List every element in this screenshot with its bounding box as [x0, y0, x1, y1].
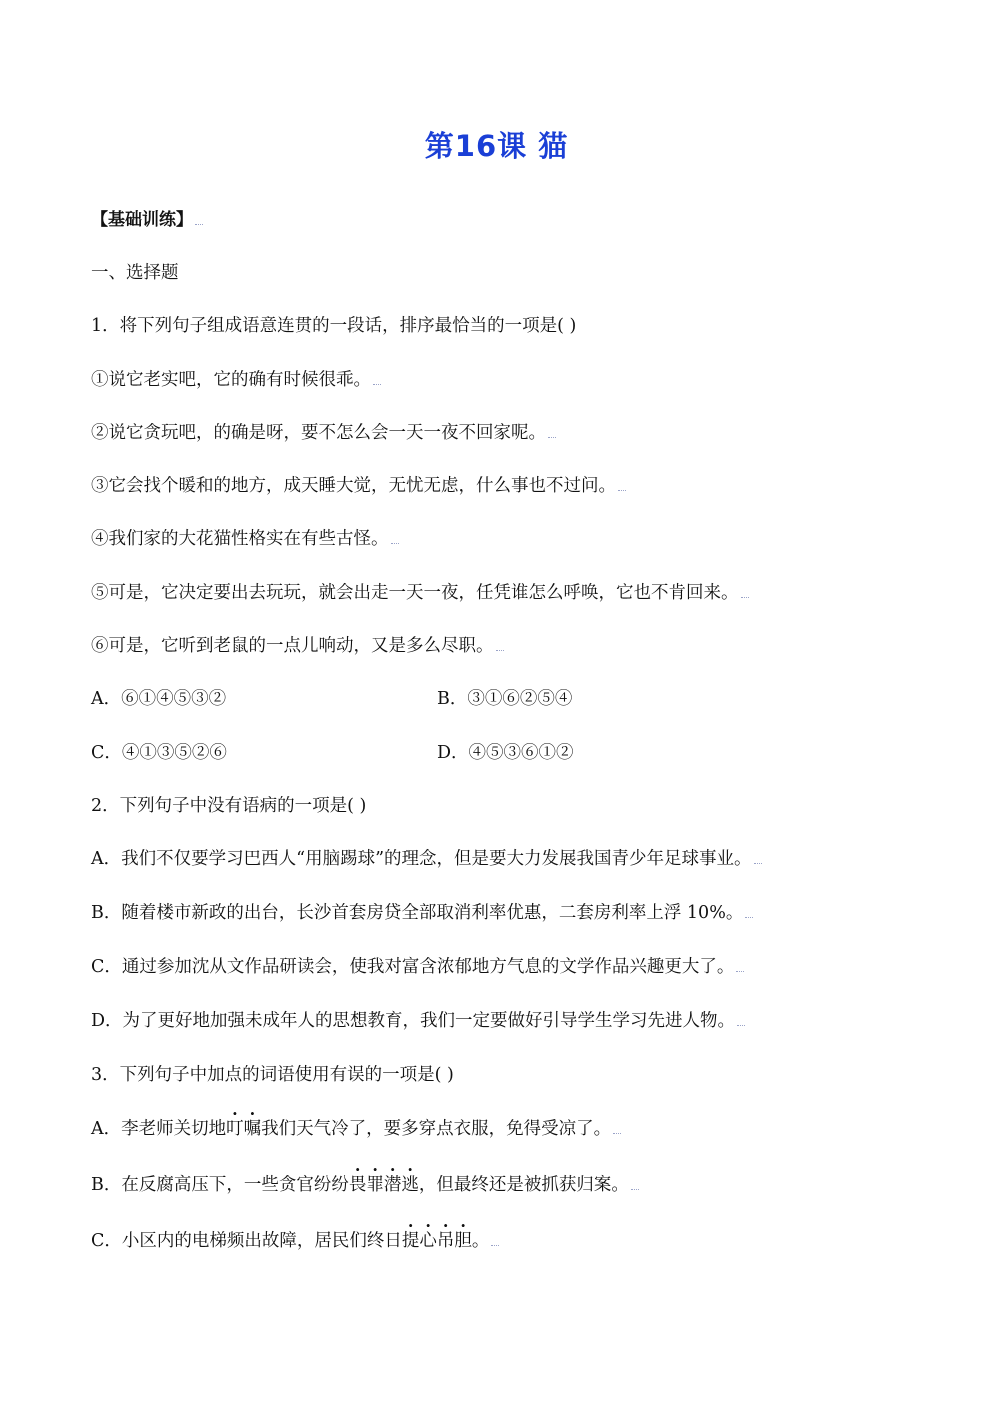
paragraph-mark — [736, 961, 744, 972]
question-1-option-b: B．③①⑥②⑤④ — [437, 689, 573, 709]
paragraph-mark — [613, 1123, 621, 1134]
question-1-stem: 1．将下列句子组成语意连贯的一段话，排序最恰当的一项是( ) — [91, 316, 577, 336]
paragraph-mark — [373, 374, 381, 385]
question-1-sentence-1 — [91, 369, 381, 391]
question-3-stem: 3．下列句子中加点的词语使用有误的一项是( ) — [91, 1065, 454, 1085]
question-1-option-d: D．④⑤③⑥①② — [437, 743, 574, 763]
paragraph-mark — [754, 853, 762, 864]
paragraph-mark — [548, 427, 556, 438]
option-text-suffix: 。 — [471, 1231, 490, 1251]
question-1-sentence-4 — [91, 528, 399, 550]
question-2-option-c — [91, 956, 744, 978]
sentence-text: ①说它老实吧，它的确有时候很乖。 — [91, 370, 371, 390]
question-2-option-d — [91, 1010, 745, 1032]
part-heading: 一、选择题 — [91, 263, 179, 283]
question-2-option-b — [91, 902, 753, 924]
question-3-option-c — [91, 1230, 499, 1252]
option-text-suffix: ，但最终还是被抓获归案。 — [418, 1175, 629, 1195]
paragraph-mark — [737, 1015, 745, 1026]
question-1-sentence-6 — [91, 635, 504, 657]
page-title: 第16课 猫 — [424, 129, 569, 163]
option-text: A．我们不仅要学习巴西人“用脑踢球”的理念，但是要大力发展我国青少年足球事业。 — [91, 849, 752, 869]
sentence-text: ⑤可是，它决定要出去玩玩，就会出走一天一夜，任凭谁怎么呼唤，它也不肯回来。 — [91, 583, 739, 603]
sentence-text: ②说它贪玩吧，的确是呀，要不怎么会一天一夜不回家呢。 — [91, 423, 546, 443]
option-text-prefix: A．李老师关切地 — [91, 1119, 227, 1139]
option-text: D．为了更好地加强未成年人的思想教育，我们一定要做好引导学生学习先进人物。 — [91, 1011, 736, 1031]
option-text-prefix: B．在反腐高压下，一些贪官纷纷 — [91, 1175, 349, 1195]
question-1-sentence-5 — [91, 582, 749, 604]
option-text: C．通过参加沈从文作品研读会，使我对富含浓郁地方气息的文学作品兴趣更大了。 — [91, 957, 735, 977]
sentence-text: ④我们家的大花猫性格实在有些古怪。 — [91, 529, 389, 549]
sentence-text: ③它会找个暖和的地方，成天睡大觉，无忧无虑，什么事也不过问。 — [91, 476, 616, 496]
question-2-option-a — [91, 848, 762, 870]
sentence-text: ⑥可是，它听到老鼠的一点儿响动，又是多么尽职。 — [91, 636, 494, 656]
paragraph-mark — [741, 587, 749, 598]
paragraph-mark — [496, 640, 504, 651]
paragraph-mark — [391, 533, 399, 544]
question-2-stem: 2．下列句子中没有语病的一项是( ) — [91, 796, 367, 816]
paragraph-mark — [745, 907, 753, 918]
question-3-option-b — [91, 1174, 639, 1196]
option-text: B．随着楼市新政的出台，长沙首套房贷全部取消利率优惠，二套房利率上浮 10%。 — [91, 903, 744, 923]
emphasized-word: 畏罪潜逃 — [348, 1175, 419, 1195]
paragraph-mark — [195, 214, 203, 225]
paragraph-mark — [618, 480, 626, 491]
question-1-option-a: A．⑥①④⑤③② — [91, 689, 227, 709]
section-heading — [91, 209, 203, 231]
option-text-suffix: 我们天气冷了，要多穿点衣服，免得受凉了。 — [261, 1119, 612, 1139]
question-3-option-a — [91, 1118, 621, 1140]
question-1-sentence-2 — [91, 422, 556, 444]
emphasized-word: 提心吊胆 — [401, 1231, 472, 1251]
paragraph-mark — [631, 1179, 639, 1190]
option-text-prefix: C．小区内的电梯频出故障，居民们终日 — [91, 1231, 402, 1251]
emphasized-word: 叮嘱 — [226, 1119, 262, 1139]
question-1-option-c: C．④①③⑤②⑥ — [91, 743, 227, 763]
paragraph-mark — [491, 1235, 499, 1246]
question-1-sentence-3 — [91, 475, 626, 497]
section-heading-text: 【基础训练】 — [91, 210, 193, 230]
